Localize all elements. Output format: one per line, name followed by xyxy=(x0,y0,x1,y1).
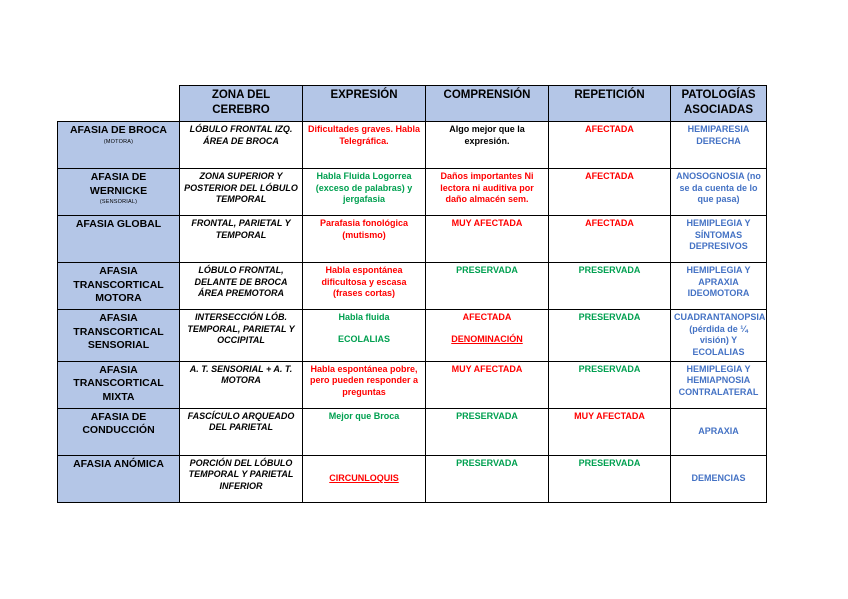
zona-cell: ZONA SUPERIOR Y POSTERIOR DEL LÓBULO TEMPORAL xyxy=(180,169,303,216)
repeticion-cell: PRESERVADA xyxy=(549,263,671,310)
expresion-cell: Parafasia fonológica (mutismo) xyxy=(303,216,426,263)
aphasia-name-label: AFASIA DE WERNICKE xyxy=(89,171,148,197)
header-expresion: EXPRESIÓN xyxy=(303,86,426,122)
zona-cell: LÓBULO FRONTAL, DELANTE DE BROCA ÁREA PREMOTORA xyxy=(180,263,303,310)
expresion-line-2: ECOLALIAS xyxy=(337,333,390,344)
header-comprension: COMPRENSIÓN xyxy=(426,86,549,122)
comprension-cell: PRESERVADA xyxy=(426,263,549,310)
table-row xyxy=(58,216,767,263)
repeticion-cell: AFECTADA xyxy=(549,169,671,216)
repeticion-cell: PRESERVADA xyxy=(549,310,671,362)
aphasia-name-label: AFASIA DE BROCA xyxy=(69,124,168,136)
table-row xyxy=(58,361,767,408)
aphasia-name xyxy=(58,122,180,169)
aphasia-subtitle: (MOTORA) xyxy=(103,138,134,145)
comprension-line-2: DENOMINACIÓN xyxy=(451,333,523,344)
patologias-cell: HEMIPARESIA DERECHA xyxy=(671,122,767,169)
patologias-cell: ANOSOGNOSIA (no se da cuenta de lo que pasa) xyxy=(671,169,767,216)
header-patologias: PATOLOGÍAS ASOCIADAS xyxy=(671,86,767,122)
zona-cell: LÓBULO FRONTAL IZQ. ÁREA DE BROCA xyxy=(180,122,303,169)
repeticion-cell: AFECTADA xyxy=(549,122,671,169)
expresion-cell xyxy=(303,310,426,362)
patologias-cell: CUADRANTANOPSIA (pérdida de ¼ visión) Y ECOLALIAS xyxy=(671,310,767,362)
comprension-cell: PRESERVADA xyxy=(426,455,549,502)
expresion-cell xyxy=(303,455,426,502)
patologias-cell: HEMIPLEGIA Y HEMIAPNOSIA CONTRALATERAL xyxy=(671,361,767,408)
comprension-cell: MUY AFECTADA xyxy=(426,216,549,263)
repeticion-cell: PRESERVADA xyxy=(549,455,671,502)
comprension-cell: PRESERVADA xyxy=(426,408,549,455)
table-row xyxy=(58,122,767,169)
expresion-line-1: Habla fluida xyxy=(338,312,390,322)
expresion-cell: Dificultades graves. Habla Telegráfica. xyxy=(303,122,426,169)
table-row xyxy=(58,310,767,362)
corner-cell xyxy=(58,86,180,122)
expresion-line-1: CIRCUNLOQUIS xyxy=(329,472,399,483)
patologias-cell: HEMIPLEGIA Y SÍNTOMAS DEPRESIVOS xyxy=(671,216,767,263)
table-row xyxy=(58,408,767,455)
patologias-cell: DEMENCIAS xyxy=(671,455,767,502)
header-repeticion: REPETICIÓN xyxy=(549,86,671,122)
header-zona: ZONA DEL CEREBRO xyxy=(180,86,303,122)
comprension-cell: MUY AFECTADA xyxy=(426,361,549,408)
repeticion-cell: PRESERVADA xyxy=(549,361,671,408)
patologias-cell: HEMIPLEGIA Y APRAXIA IDEOMOTORA xyxy=(671,263,767,310)
table-row xyxy=(58,169,767,216)
zona-cell: FRONTAL, PARIETAL Y TEMPORAL xyxy=(180,216,303,263)
repeticion-cell: MUY AFECTADA xyxy=(549,408,671,455)
comprension-cell xyxy=(426,310,549,362)
expresion-cell: Habla espontánea pobre, pero pueden responder a preguntas xyxy=(303,361,426,408)
header-row xyxy=(58,86,767,122)
expresion-cell: Mejor que Broca xyxy=(303,408,426,455)
zona-cell: PORCIÓN DEL LÓBULO TEMPORAL Y PARIETAL INFERIOR xyxy=(180,455,303,502)
aphasia-name: AFASIA GLOBAL xyxy=(58,216,180,263)
zona-cell: INTERSECCIÓN LÓB. TEMPORAL, PARIETAL Y OCCIPITAL xyxy=(180,310,303,362)
zona-cell: FASCÍCULO ARQUEADO DEL PARIETAL xyxy=(180,408,303,455)
aphasia-name: AFASIA DE CONDUCCIÓN xyxy=(58,408,180,455)
aphasia-name: AFASIA TRANSCORTICAL MOTORA xyxy=(58,263,180,310)
aphasia-name: AFASIA ANÓMICA xyxy=(58,455,180,502)
aphasia-table xyxy=(57,85,767,503)
expresion-cell: Habla Fluida Logorrea (exceso de palabras) y jergafasia xyxy=(303,169,426,216)
comprension-cell: Algo mejor que la expresión. xyxy=(426,122,549,169)
comprension-line-1: AFECTADA xyxy=(462,312,512,322)
table-row xyxy=(58,455,767,502)
aphasia-name xyxy=(58,169,180,216)
comprension-cell: Daños importantes Ni lectora ni auditiva por daño almacén sem. xyxy=(426,169,549,216)
expresion-cell: Habla espontánea dificultosa y escasa (frases cortas) xyxy=(303,263,426,310)
repeticion-cell: AFECTADA xyxy=(549,216,671,263)
zona-cell: A. T. SENSORIAL + A. T. MOTORA xyxy=(180,361,303,408)
aphasia-name: AFASIA TRANSCORTICAL MIXTA xyxy=(58,361,180,408)
aphasia-subtitle: (SENSORIAL) xyxy=(99,199,138,206)
aphasia-name: AFASIA TRANSCORTICAL SENSORIAL xyxy=(58,310,180,362)
table-row xyxy=(58,263,767,310)
patologias-cell: APRAXIA xyxy=(671,408,767,455)
